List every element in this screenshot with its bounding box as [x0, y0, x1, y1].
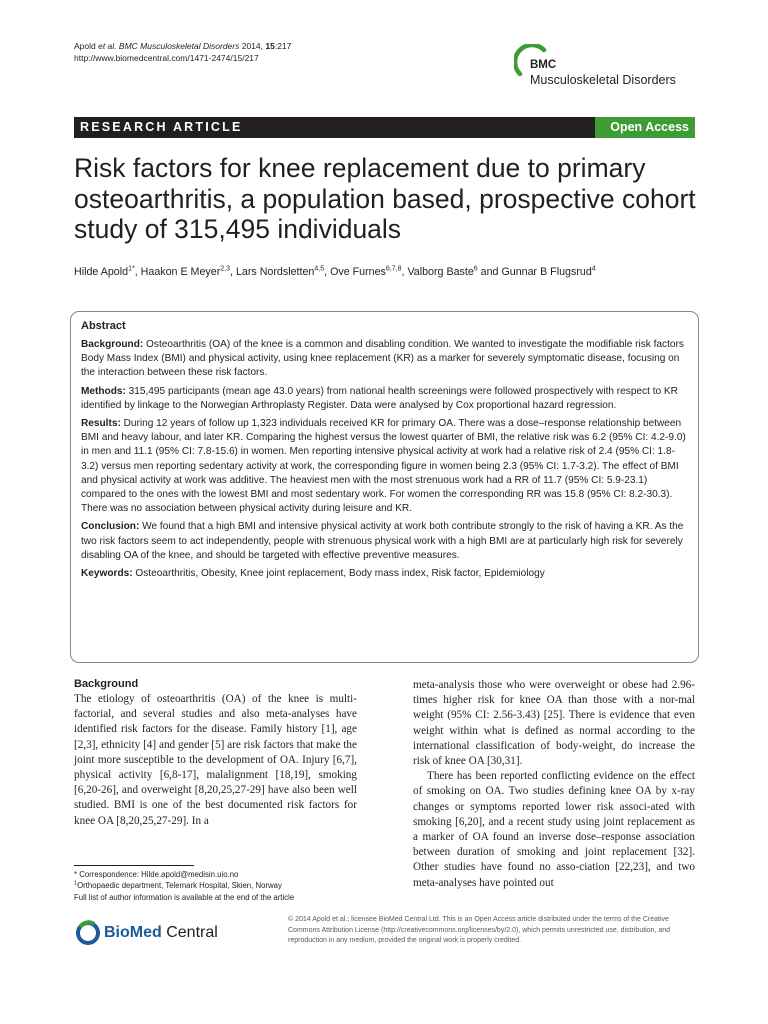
- author-separator: ,: [230, 266, 236, 278]
- author-separator: ,: [324, 266, 331, 278]
- body-column-right: [413, 678, 695, 891]
- author-separator: ,: [134, 266, 141, 278]
- author-affiliation-sup: 4: [591, 265, 596, 273]
- journal-citation: [74, 40, 291, 64]
- abstract-methods: Methods: 315,495 participants (mean age 43.0 years) from national health screenings were followed prospectively with respect to KR identified by linkage to the Norwegian Arthroplasty Register. Data were analysed by Cox proportional hazard regression.: [81, 385, 678, 411]
- author-name: Ove Furnes: [330, 266, 386, 278]
- article-type-banner: [74, 117, 695, 138]
- author-affiliation-sup: 4,5: [314, 265, 325, 273]
- author-separator: ,: [401, 266, 408, 278]
- author-name: Valborg Baste: [407, 266, 474, 278]
- footnote-rule: [74, 865, 194, 866]
- author-affiliation-sup: 2,3: [220, 265, 230, 273]
- author-separator: and: [477, 266, 502, 278]
- abstract-heading: Abstract: [81, 320, 126, 332]
- background-paragraph-2: meta-analysis those who were overweight or obese had 2.96-times higher risk for knee OA than those with a nor-mal weight (95% CI: 2.56-3.43) [25]. There is evidence that even weight within what is defined as normal according to the international classification of body-weight, do increase the risk of knee OA [30,31].: [413, 679, 695, 768]
- background-paragraph-3: There has been reported conflicting evidence on the effect of smoking on OA. Two studies defining knee OA by x-ray changes or symptoms reported lower risk associ-ated with smoking [6,20], and a recent study using joint replacement as a marker of OA found an inverse dose–response association between duration of smoking and joint replacement [32]. Other studies have found no asso-ciation [22,23], and two meta-analyses have pointed out: [413, 770, 695, 889]
- biomed-ring-icon: [74, 918, 102, 948]
- author-info-note: Full list of author information is available at the end of the article: [74, 892, 295, 902]
- bmc-journal-name: Musculoskeletal Disorders: [530, 73, 676, 87]
- article-url[interactable]: http://www.biomedcentral.com/1471-2474/15/217: [74, 53, 259, 63]
- abstract-box: [70, 311, 699, 663]
- background-paragraph-1: The etiology of osteoarthritis (OA) of the knee is multi-factorial, and several studies and also meta-analyses have identified risk factors for the disease. Family history [1], age [2,3], ethnicity [4] and gender [5] are risk factors that make the joint more susceptible to the development of OA. Injury [6,7], physical activity [6,8-17], malalignment [18,19], smoking [6,20-26], and overweight [8,20,25,27-29] have also been well studied. BMI is one of the best documented risk factors for knee OA [8,20,25,27-29]. In a: [74, 693, 357, 827]
- abstract-background: Background: Osteoarthritis (OA) of the knee is a common and disabling condition. We wanted to investigate the modifiable risk factors Body Mass Index (BMI) and physical activity, using knee replacement (KR) as a marker for severely symptomatic disease, focusing on the interaction between these risk factors.: [81, 339, 684, 379]
- citation-journal: BMC Musculoskeletal Disorders: [116, 41, 240, 51]
- correspondence-note: * Correspondence: Hilde.apold@medisin.uio.no: [74, 870, 239, 879]
- author-affiliation-sup: 6,7,8: [385, 265, 402, 273]
- abstract-conclusion: Conclusion: We found that a high BMI and intensive physical activity at work both contribute strongly to the risk of having a KR. As the two risk factors seem to act independently, people with strenuous physical work with a high BMI are at particularly high risk for severely disabling OA of the knee, and should be targeted with effective preventive measures.: [81, 521, 684, 561]
- background-heading: Background: [74, 678, 139, 690]
- citation-volume: 15: [265, 41, 275, 51]
- author-name: Hilde Apold: [74, 266, 129, 278]
- author-name: Gunnar B Flugsrud: [501, 266, 592, 278]
- bmc-journal-logo: [514, 44, 704, 96]
- abstract-results: Results: During 12 years of follow up 1,323 individuals received KR for primary OA. There was a dose–response relationship between BMI and heavy labour, and later KR. Comparing the highest versus the lowest quarter of BMI, the relative risk was 6.2 (95% CI: 4.2-9.0) in men and 11.1 (95% CI: 7.8-15.6) in women. Men reporting intensive physical activity at work had a relative risk of 2.4 (95% CI: 1.8-3.2) versus men reporting sedentary activity at work, the corresponding figure in women being 2.3 (95% CI: 1.7-3.2). The effect of BMI and physical activity at work was additive. The heaviest men with the most strenuous work had a RR of 11.7 (95% CI: 5.9-23.1) compared to the ones with the lowest BMI and most sedentary work. For women the corresponding RR was 15.8 (95% CI: 8.2-30.3). There was no association between physical activity during leisure and KR.: [81, 418, 686, 515]
- citation-etal: et al.: [98, 41, 117, 51]
- author-affiliation-sup: 1*: [128, 265, 135, 273]
- affiliation-note: $^1$Orthopaedic department, Telemark Hospital, Skien, Norway: [74, 880, 282, 891]
- author-affiliation-sup: 6: [473, 265, 478, 273]
- author-name: Haakon E Meyer: [140, 266, 221, 278]
- research-article-label: RESEARCH ARTICLE: [80, 120, 243, 134]
- open-access-badge: Open Access: [595, 117, 695, 138]
- author-list: [74, 265, 704, 279]
- footnotes: [74, 869, 374, 903]
- abstract-keywords: Keywords: Osteoarthritis, Obesity, Knee joint replacement, Body mass index, Risk factor, Epidemiology: [81, 568, 545, 580]
- citation-line: Apold et al. BMC Musculoskeletal Disorders 2014, 15:217: [74, 41, 292, 51]
- biomed-central-wordmark: BioMed Central: [104, 924, 218, 941]
- body-column-left: [74, 678, 357, 829]
- article-title: Risk factors for knee replacement due to primary osteoarthritis, a population based, prospective cohort study of 315,495 individuals: [74, 153, 696, 244]
- license-statement: © 2014 Apold et al.; licensee BioMed Central Ltd. This is an Open Access article distributed under the terms of the Creative Commons Attribution License (http://creativecommons.org/licenses/by/2.0), which permits unrestricted use, distribution, and reproduction in any medium, provided the original work is properly credited.: [288, 916, 671, 945]
- author-name: Lars Nordsletten: [235, 266, 315, 278]
- bmc-text: BMC: [530, 59, 557, 71]
- biomed-central-logo: [74, 918, 224, 952]
